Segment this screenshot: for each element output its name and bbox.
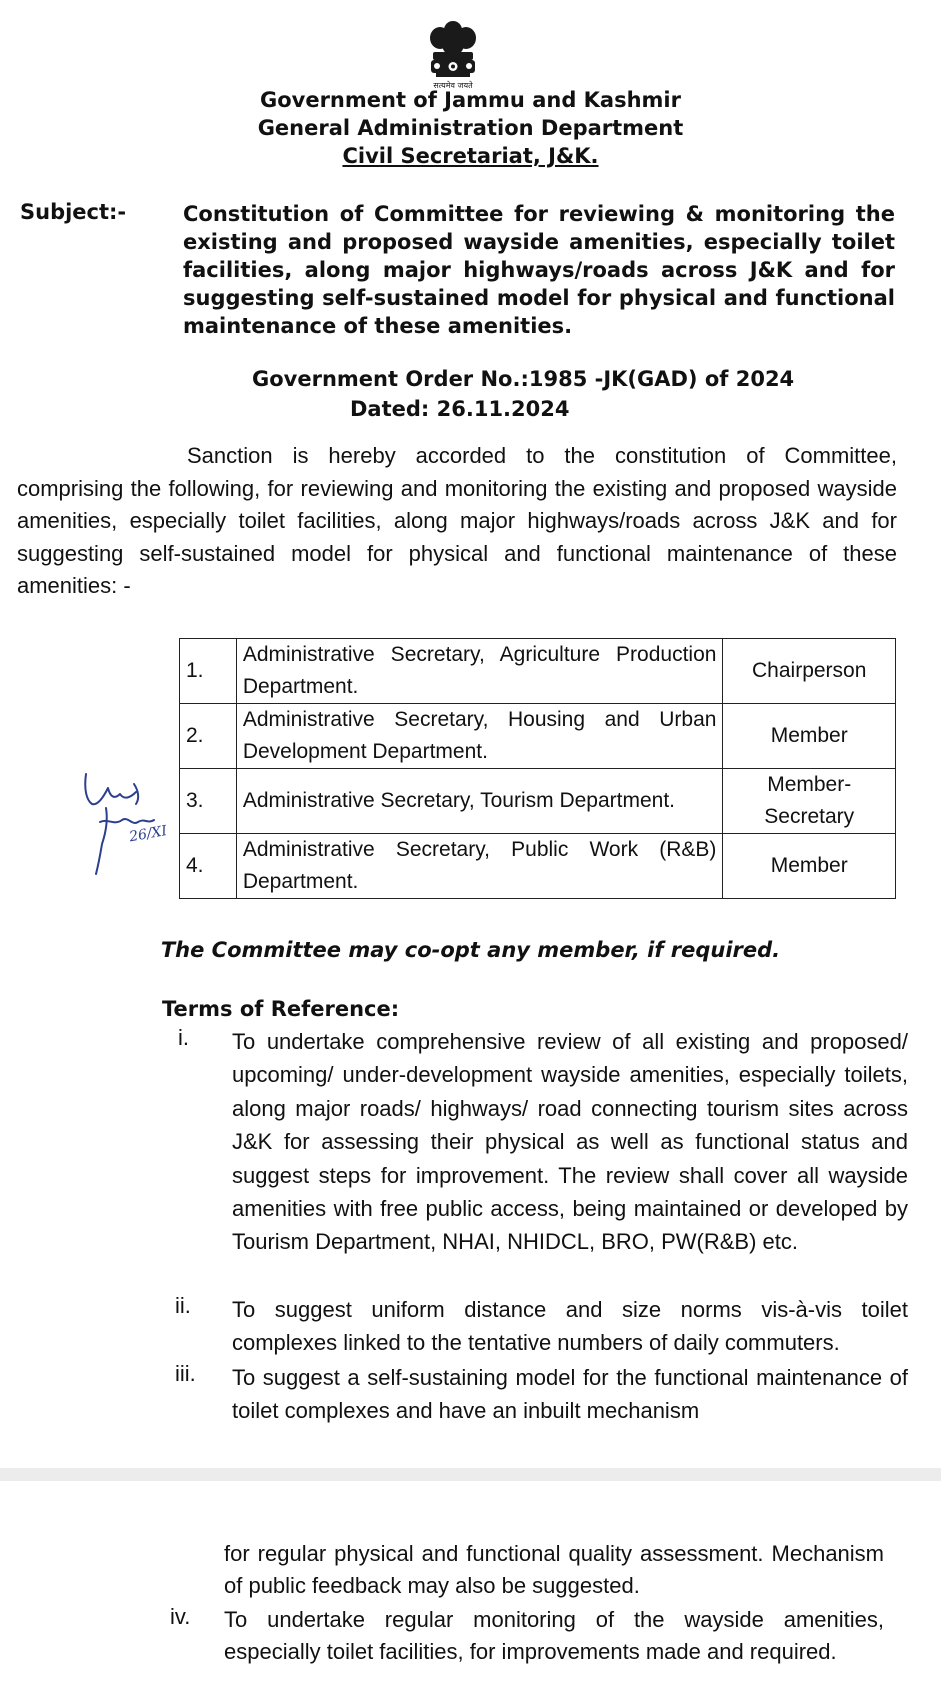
member-role: Member <box>723 704 896 769</box>
header-secretariat: Civil Secretariat, J&K. <box>342 144 599 168</box>
coopt-note: The Committee may co-opt any member, if required. <box>160 938 781 962</box>
term-number: iv. <box>170 1604 191 1629</box>
term-text-continued: for regular physical and functional quality assessment. Mechanism of public feedback may also be suggested. <box>224 1541 884 1598</box>
subject-label: Subject:- <box>20 200 127 224</box>
order-number: Government Order No.:1985 -JK(GAD) of 2024 <box>252 367 795 391</box>
term-text: To undertake comprehensive review of all existing and proposed/ upcoming/ under-development wayside amenities, especially toilets, along major roads/ highways/ road connecting tourism sites across J&K for assessing their physical as well as functional status and suggest steps for improvement. The review shall cover all wayside amenities with free public access, being maintained or developed by Tourism Department, NHAI, NHIDCL, BRO, PW(R&B) etc. <box>232 1029 908 1255</box>
term-text: To suggest uniform distance and size norms vis-à-vis toilet complexes linked to the tentative numbers of daily commuters. <box>232 1297 908 1356</box>
terms-heading: Terms of Reference: <box>162 997 400 1021</box>
header-department: General Administration Department <box>257 116 684 140</box>
row-number: 1. <box>180 639 237 704</box>
member-designation: Administrative Secretary, Housing and Urban Development Department. <box>236 704 723 769</box>
handwritten-signature <box>78 770 178 890</box>
table-row <box>180 769 896 834</box>
member-designation: Administrative Secretary, Tourism Department. <box>236 769 723 834</box>
sanction-paragraph: Sanction is hereby accorded to the constitution of Committee, comprising the following, for reviewing and monitoring the existing and proposed wayside amenities, especially toilet facilities, along major highways/roads across J&K and for suggesting self-sustained model for physical and functional maintenance of these amenities: - <box>17 443 897 598</box>
member-role: Member-Secretary <box>723 769 896 834</box>
table-row <box>180 834 896 899</box>
member-role: Member <box>723 834 896 899</box>
term-number: iii. <box>175 1361 196 1386</box>
term-number: i. <box>178 1025 189 1050</box>
term-text: To undertake regular monitoring of the wayside amenities, especially toilet facilities, for improvements made and required. <box>224 1607 884 1664</box>
member-designation: Administrative Secretary, Public Work (R&B) Department. <box>236 834 723 899</box>
order-date: Dated: 26.11.2024 <box>350 397 570 421</box>
committee-table <box>179 638 896 899</box>
row-number: 3. <box>180 769 237 834</box>
header-government: Government of Jammu and Kashmir <box>259 88 681 112</box>
member-role: Chairperson <box>723 639 896 704</box>
term-text: To suggest a self-sustaining model for the functional maintenance of toilet complexes and have an inbuilt mechanism <box>232 1365 908 1424</box>
row-number: 4. <box>180 834 237 899</box>
subject-text: Constitution of Committee for reviewing & monitoring the existing and proposed wayside amenities, especially toilet facilities, along major highways/roads across J&K and for suggesting self-sustained model for physical and functional maintenance of these amenities. <box>183 202 895 338</box>
table-row <box>180 704 896 769</box>
table-row <box>180 639 896 704</box>
term-number: ii. <box>175 1293 191 1318</box>
emblem-motto: सत्यमेव जयते <box>433 81 473 90</box>
signature-date: 26/XI <box>128 822 169 846</box>
member-designation: Administrative Secretary, Agriculture Production Department. <box>236 639 723 704</box>
row-number: 2. <box>180 704 237 769</box>
page-break <box>0 1468 941 1481</box>
